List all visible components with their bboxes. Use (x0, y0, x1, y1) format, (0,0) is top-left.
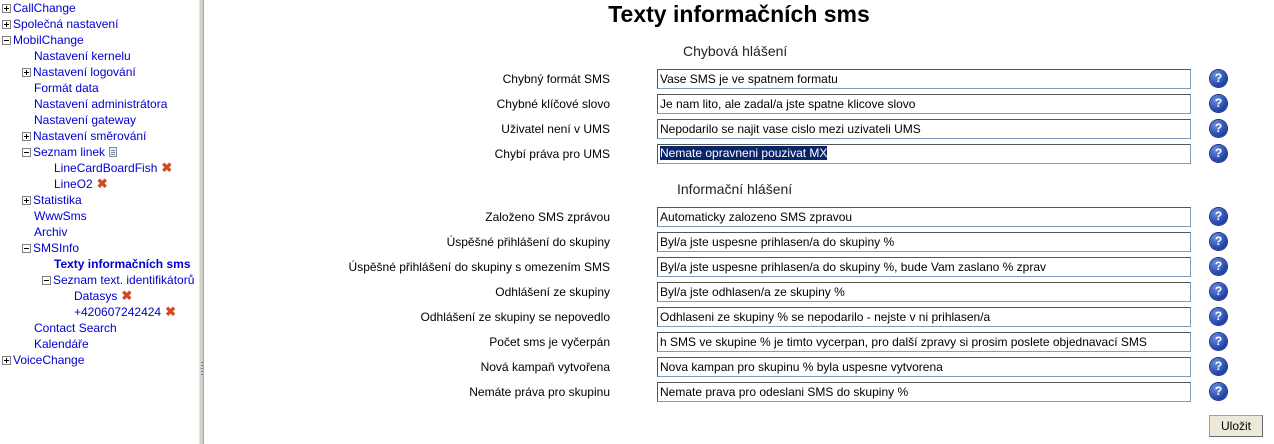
sidebar-item-label: Seznam linek (33, 145, 106, 159)
collapse-icon[interactable] (22, 244, 31, 253)
sidebar-item-label: Statistika (33, 193, 82, 207)
sidebar-item-label: MobilChange (13, 33, 84, 47)
delete-icon[interactable]: ✖ (161, 160, 173, 175)
document-icon[interactable] (109, 147, 117, 157)
sidebar-item[interactable] (22, 192, 82, 208)
message-text-input[interactable] (657, 94, 1191, 114)
sidebar-item[interactable] (22, 128, 146, 144)
sidebar-item[interactable] (74, 288, 132, 304)
message-text-input[interactable] (657, 232, 1191, 252)
field-label: Uživatel není v UMS (501, 122, 610, 136)
help-icon[interactable]: ? (1210, 308, 1227, 325)
help-icon[interactable]: ? (1210, 283, 1227, 300)
collapse-icon[interactable] (42, 276, 51, 285)
sidebar-item-label: Archiv (34, 225, 68, 239)
expand-icon[interactable] (2, 4, 11, 13)
sidebar-item[interactable] (54, 176, 108, 192)
field-label: Odhlášení ze skupiny se nepovedlo (420, 310, 610, 324)
message-text-input[interactable] (657, 257, 1191, 277)
field-label: Odhlášení ze skupiny (495, 285, 610, 299)
field-label: Založeno SMS zprávou (485, 210, 610, 224)
sidebar-item[interactable] (2, 352, 84, 368)
sidebar-item-label: Contact Search (34, 321, 117, 335)
message-text-input[interactable] (657, 69, 1191, 89)
sidebar-item[interactable] (34, 336, 89, 352)
sidebar-item-label: Kalendáře (34, 337, 89, 351)
navigation-tree (0, 0, 199, 444)
help-icon[interactable]: ? (1210, 145, 1227, 162)
splitter-grip[interactable] (201, 362, 203, 376)
sidebar-item-label: Nastavení směrování (33, 129, 147, 143)
sidebar-item[interactable] (34, 48, 131, 64)
collapse-icon[interactable] (22, 148, 31, 157)
help-icon[interactable]: ? (1210, 333, 1227, 350)
sidebar-item-label: Společná nastavení (13, 17, 119, 31)
collapse-icon[interactable] (2, 36, 11, 45)
sidebar-item[interactable] (34, 208, 87, 224)
help-icon[interactable]: ? (1210, 95, 1227, 112)
sidebar-item-label: Nastavení kernelu (34, 49, 131, 63)
sidebar-item[interactable] (22, 144, 117, 160)
field-label: Nemáte práva pro skupinu (469, 385, 610, 399)
sidebar-item[interactable] (34, 224, 67, 240)
help-icon[interactable]: ? (1210, 358, 1227, 375)
sidebar-item-label: LineO2 (54, 177, 93, 191)
sidebar-item-label: Nastavení administrátora (34, 97, 168, 111)
sidebar-item-label: Nastavení logování (33, 65, 136, 79)
help-icon[interactable]: ? (1210, 208, 1227, 225)
expand-icon[interactable] (22, 196, 31, 205)
delete-icon[interactable]: ✖ (165, 304, 176, 319)
help-icon[interactable]: ? (1210, 120, 1227, 137)
sidebar-item-label: VoiceChange (13, 353, 85, 367)
field-label: Chybný formát SMS (502, 72, 610, 86)
section-title: Chybová hlášení (683, 43, 788, 59)
help-icon[interactable]: ? (1210, 258, 1227, 275)
sidebar-item-label: Seznam text. identifikátorů (53, 273, 195, 287)
sidebar-item[interactable] (22, 64, 136, 80)
message-text-input[interactable] (657, 119, 1191, 139)
field-label: Chybné klíčové slovo (496, 97, 610, 111)
sidebar-item-label: CallChange (13, 1, 76, 15)
sidebar-item[interactable] (54, 160, 172, 176)
sidebar-item-label: SMSInfo (33, 241, 80, 255)
expand-icon[interactable] (2, 20, 11, 29)
sidebar-item-label: Formát data (34, 81, 99, 95)
expand-icon[interactable] (22, 132, 31, 141)
sidebar-item[interactable] (34, 80, 99, 96)
sidebar-item[interactable] (42, 272, 194, 288)
page-title: Texty informačních sms (608, 1, 870, 27)
field-label: Úspěšné přihlášení do skupiny (446, 235, 610, 249)
main-content (204, 0, 1274, 444)
message-text-input[interactable] (657, 144, 1191, 164)
selected-text: Nemate opravneni pouzivat MX (660, 146, 828, 160)
delete-icon[interactable]: ✖ (121, 288, 133, 303)
sidebar-item[interactable] (2, 0, 76, 16)
expand-icon[interactable] (22, 68, 31, 77)
sidebar-item-label: LineCardBoardFish (54, 161, 158, 175)
help-icon[interactable]: ? (1210, 383, 1227, 400)
field-label: Počet sms je vyčerpán (489, 335, 610, 349)
help-icon[interactable]: ? (1210, 70, 1227, 87)
expand-icon[interactable] (2, 356, 11, 365)
section-title: Informační hlášení (677, 181, 793, 197)
sidebar-item-label: Texty informačních sms (54, 257, 191, 271)
message-text-input[interactable] (657, 357, 1191, 377)
sidebar-item[interactable] (2, 16, 118, 32)
sidebar-item[interactable] (34, 320, 117, 336)
field-label: Úspěšné přihlášení do skupiny s omezením SMS (348, 260, 610, 274)
message-text-input[interactable] (657, 382, 1191, 402)
message-text-input[interactable] (657, 282, 1191, 302)
sidebar-item-label: +420607242424 (74, 305, 162, 319)
message-text-input[interactable] (657, 332, 1191, 352)
delete-icon[interactable]: ✖ (96, 176, 108, 191)
sidebar-item[interactable] (22, 240, 79, 256)
field-label: Chybí práva pro UMS (494, 147, 610, 161)
sidebar-item[interactable] (34, 96, 167, 112)
field-label: Nová kampaň vytvořena (480, 360, 610, 374)
sidebar-item-label: WwwSms (34, 209, 87, 223)
sidebar-item[interactable] (54, 256, 191, 272)
save-button[interactable]: Uložit (1209, 415, 1263, 437)
help-icon[interactable]: ? (1210, 233, 1227, 250)
sidebar-item[interactable] (34, 112, 136, 128)
message-text-input[interactable] (657, 307, 1191, 327)
sidebar-item[interactable] (2, 32, 84, 48)
sidebar-item-label: Nastavení gateway (34, 113, 137, 127)
message-text-input[interactable] (657, 207, 1191, 227)
sidebar-item-label: Datasys (74, 289, 118, 303)
sidebar-item[interactable] (74, 304, 176, 320)
